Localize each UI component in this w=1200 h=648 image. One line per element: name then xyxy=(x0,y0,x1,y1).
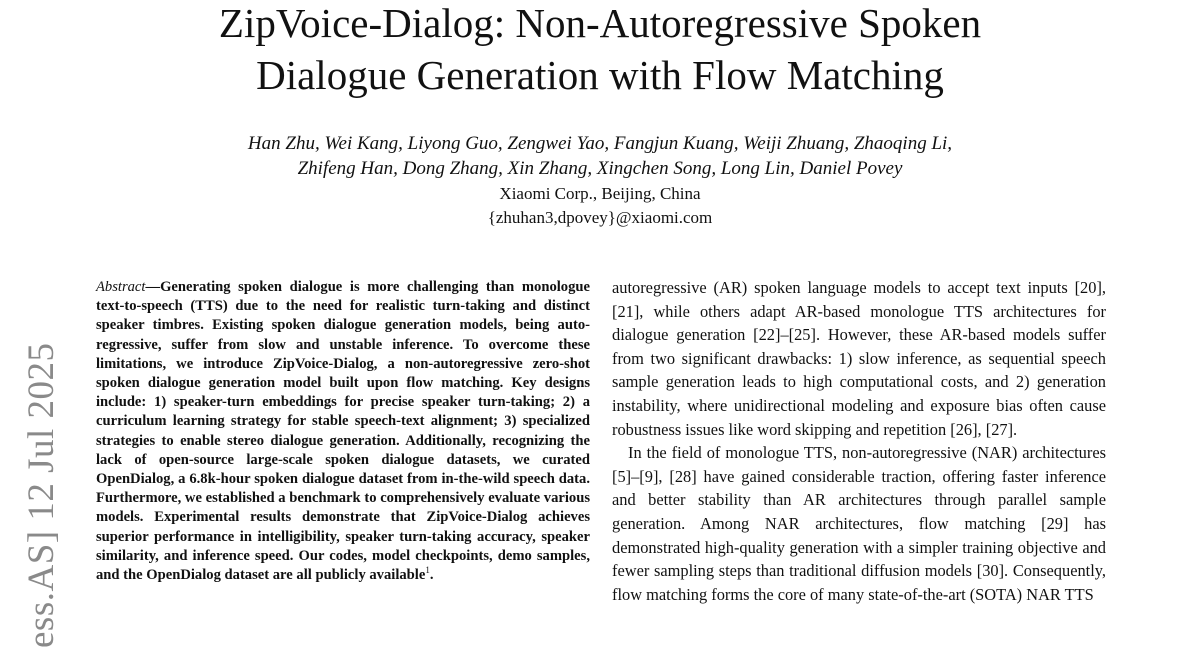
authors-line-2: Zhifeng Han, Dong Zhang, Xin Zhang, Xingchen Song, Long Lin, Daniel Povey xyxy=(297,158,903,179)
abstract-text: —Generating spoken dialogue is more challenging than monologue text-to-speech (TTS) due to the need for realistic turn-taking and distinct speaker timbres. Existing spoken dialogue generation models, being auto-regressive, suffer from slow and unstable inference. To overcome these limitations, we introduce ZipVoice-Dialog, a non-autoregressive zero-shot spoken dialogue generation model built upon flow matching. Key designs include: 1) speaker-turn embeddings for precise speaker turn-taking; 2) a curriculum learning strategy for stable speech-text alignment; 3) specialized strategies to enable stereo dialogue generation. Additionally, recognizing the lack of open-source large-scale spoken dialogue datasets, we curated OpenDialog, a 6.8k-hour spoken dialogue dataset from in-the-wild speech data. Furthermore, we established a benchmark to comprehensively evaluate various models. Experimental results demonstrate that ZipVoice-Dialog achieves superior performance in intelligibility, speaker turn-taking accuracy, speaker similarity, and inference speed. Our codes, model checkpoints, demo samples, and the OpenDialog dataset are all publicly available xyxy=(96,279,590,584)
authors-line-1: Han Zhu, Wei Kang, Liyong Guo, Zengwei Yao, Fangjun Kuang, Weiji Zhuang, Zhaoqing Li, xyxy=(247,133,953,154)
author-email: {zhuhan3,dpovey}@xiaomi.com xyxy=(487,208,713,227)
abstract-end: . xyxy=(429,567,434,584)
abstract xyxy=(96,278,590,585)
affiliation: Xiaomi Corp., Beijing, China xyxy=(499,184,701,203)
paper-title-line-1: ZipVoice-Dialog: Non-Autoregressive Spoken xyxy=(218,0,982,46)
abstract-label: Abstract xyxy=(96,279,146,295)
body-paragraph-2: In the field of monologue TTS, non-autoregressive (NAR) architectures [5]–[9], [28] have gained considerable traction, offering faster inference and better stability than AR architectures through parallel sample generation. Among NAR architectures, flow matching [29] has demonstrated high-quality generation with a simpler training objective and fewer sampling steps than traditional diffusion models [30]. Consequently, flow matching forms the core of many state-of-the-art (SOTA) NAR TTS xyxy=(612,443,1106,604)
arxiv-side-stamp: ess.AS] 12 Jul 2025 xyxy=(21,342,62,648)
footnote-mark: 1 xyxy=(425,565,430,576)
right-column xyxy=(612,276,1106,606)
paper-title-line-2: Dialogue Generation with Flow Matching xyxy=(256,52,944,98)
body-paragraph-1: autoregressive (AR) spoken language models to accept text inputs [20], [21], while others adapt AR-based monologue TTS architectures for dialogue generation [22]–[25]. However, these AR-based models suffer from two significant drawbacks: 1) slow inference, as sequential speech sample generation leads to high computational costs, and 2) generation instability, where unidirectional modeling and exposure bias often cause robustness issues like word skipping and repetition [26], [27]. xyxy=(612,278,1106,439)
